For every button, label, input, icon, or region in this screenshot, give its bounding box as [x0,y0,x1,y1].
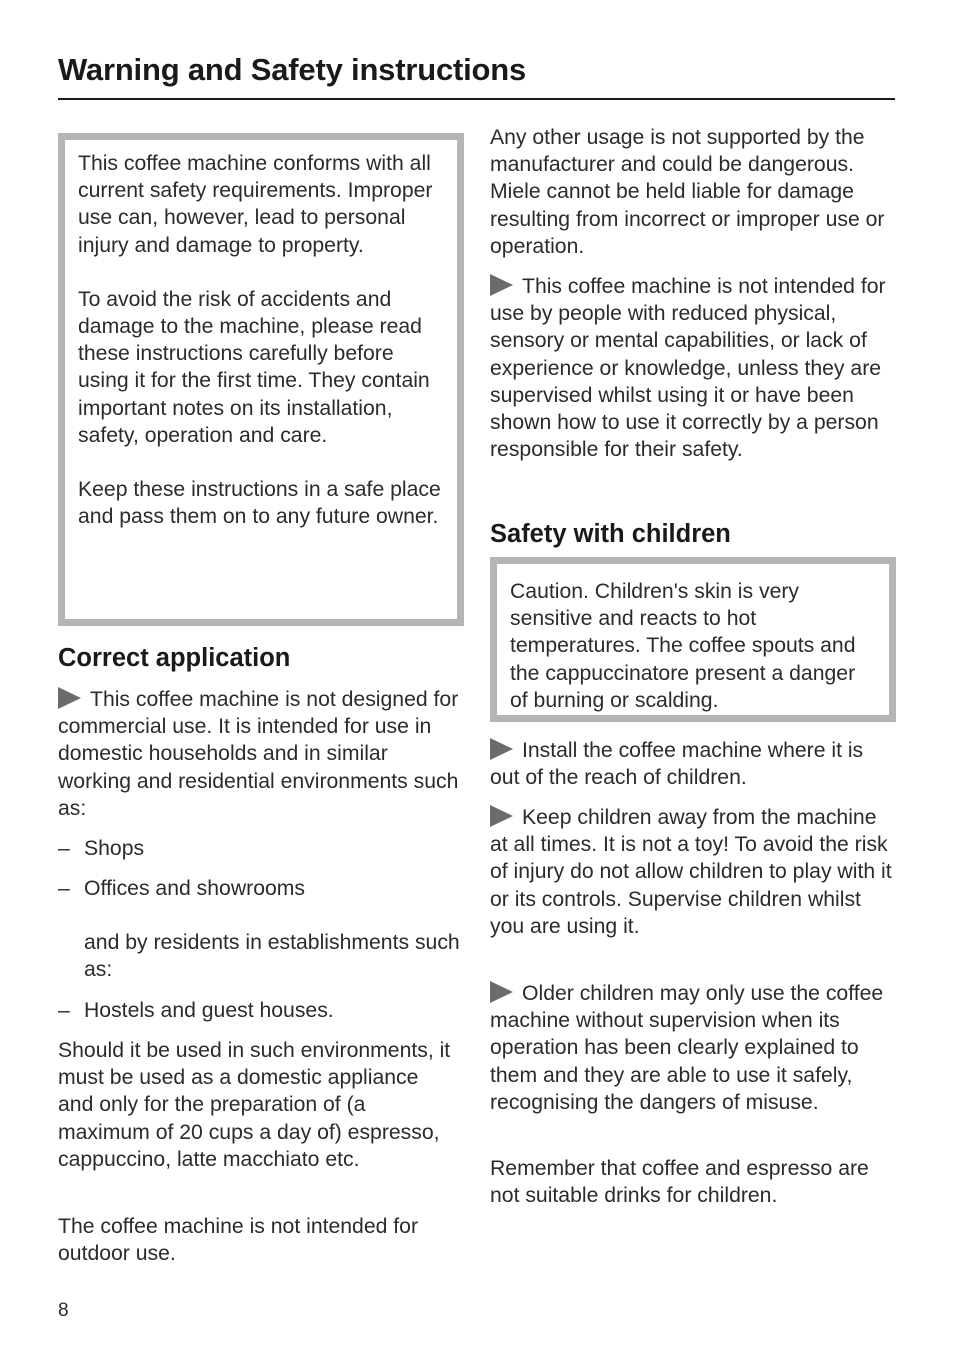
safety-with-children-heading: Safety with children [490,520,731,548]
triangle-arrow-icon [490,274,513,296]
domestic-use-paragraph: Should it be used in such environments, it must be used as a domestic appliance and only for the preparation of (a maximum of 20 cups a day of) espresso, cappuccino, latte macchiato etc. [58,1039,451,1171]
children-bullet-text: Keep children away from the machine at all times. It is not a toy! To avoid the risk of injury do not allow children to play with it or its controls. Supervise children whilst you are using it. [490,806,892,938]
children-bullet-text: Install the coffee machine where it is out of the reach of children. [490,739,864,790]
dash-marker: – [58,837,70,860]
caution-box [490,557,896,722]
children-bullet-text: Older children may only use the coffee machine without supervision when its operation has been clearly explained to them and they are able to use it safely, recognising the dangers of misuse. [490,982,884,1114]
drinks-notice-paragraph: Remember that coffee and espresso are not suitable drinks for children. [490,1157,869,1208]
dash-marker: – [58,877,70,900]
list-item-text: Offices and showrooms [84,877,305,900]
triangle-arrow-icon [490,738,513,760]
commercial-use-bullet [58,686,464,822]
title-divider [58,98,895,100]
list-item-offices [58,875,464,902]
list-item-text: Hostels and guest houses. [84,999,334,1022]
children-bullet-3 [490,980,896,1116]
intro-paragraph-3: Keep these instructions in a safe place and pass them on to any future owner. [78,478,441,529]
residents-text: and by residents in establishments such as: [84,931,460,982]
triangle-arrow-icon [58,687,81,709]
children-bullet-2 [490,804,896,940]
other-usage-paragraph: Any other usage is not supported by the manufacturer and could be dangerous. Miele cannot be held liable for damage resulting from incorrect or improper use or operation. [490,126,885,258]
page-title: Warning and Safety instructions [58,52,527,87]
outdoor-use-paragraph: The coffee machine is not intended for outdoor use. [58,1215,419,1266]
children-bullet-1 [490,737,896,791]
page-number: 8 [58,1300,69,1321]
caution-text: Caution. Children's skin is very sensitive and reacts to hot temperatures. The coffee spouts and the cappuccinatore present a danger of burning or scalding. [510,580,856,712]
triangle-arrow-icon [490,805,513,827]
intro-paragraph-2: To avoid the risk of accidents and damage to the machine, please read these instructions carefully before using it for the first time. They contain important notes on its installation, safety, operation and care. [78,287,430,447]
reduced-capabilities-bullet [490,273,896,463]
intro-paragraph-1: This coffee machine conforms with all current safety requirements. Improper use can, however, lead to personal injury and damage to property. [78,152,433,257]
list-item-hostels [58,997,464,1024]
intro-notice-box [58,133,464,626]
list-item-shops [58,835,464,862]
dash-marker: – [58,999,70,1022]
reduced-capabilities-text: This coffee machine is not intended for use by people with reduced physical, sensory or mental capabilities, or lack of experience or knowledge, unless they are supervised whilst using it or have been shown how to use it correctly by a person responsible for their safety. [490,275,886,462]
commercial-use-text: This coffee machine is not designed for commercial use. It is intended for use in domestic households and in similar working and residential environments such as: [58,688,459,820]
correct-application-heading: Correct application [58,644,291,672]
triangle-arrow-icon [490,981,513,1003]
list-item-text: Shops [84,837,145,860]
